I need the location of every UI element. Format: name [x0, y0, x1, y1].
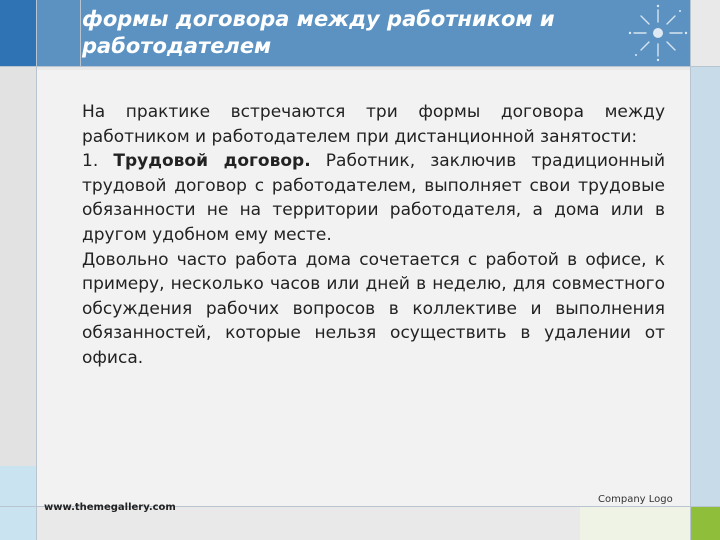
- item-number: 1.: [82, 151, 99, 172]
- left-stripe: [0, 66, 36, 466]
- starburst-logo-icon: [628, 4, 688, 62]
- bottom-right-green-block: [690, 506, 720, 540]
- right-stripe: [690, 66, 720, 506]
- item-term: Трудовой договор.: [113, 151, 311, 172]
- corner-block-blue: [0, 0, 36, 66]
- company-logo-text: Company Logo: [598, 494, 673, 505]
- divider-line: [36, 0, 37, 540]
- divider-line: [0, 66, 720, 67]
- page-title: формы договора между работником и работодателем: [82, 7, 555, 58]
- bottom-right-block: [580, 506, 690, 540]
- item-text: Работник, заключив традиционный трудовой договор с работодателем, выполняет свои трудовые обязанности не на территории работодателя, а дома или в другом удобном ему месте.: [82, 151, 666, 245]
- divider-line: [80, 0, 81, 66]
- second-paragraph: Довольно часто работа дома сочетается с работой в офисе, к примеру, несколько часов или дней в неделю, для совместного обсуждения рабочих вопросов в коллективе и выполнения обязанностей, которые нельзя осуществить в удалении от офиса.: [82, 249, 665, 368]
- bottom-left-block: [0, 466, 36, 540]
- divider-line: [690, 0, 691, 540]
- footer-url: www.themegallery.com: [44, 502, 176, 513]
- list-item: [82, 149, 665, 247]
- intro-paragraph: На практике встречаются три формы договора между работником и работодателем при дистанционной занятости:: [82, 102, 665, 147]
- slide-body: [82, 100, 665, 371]
